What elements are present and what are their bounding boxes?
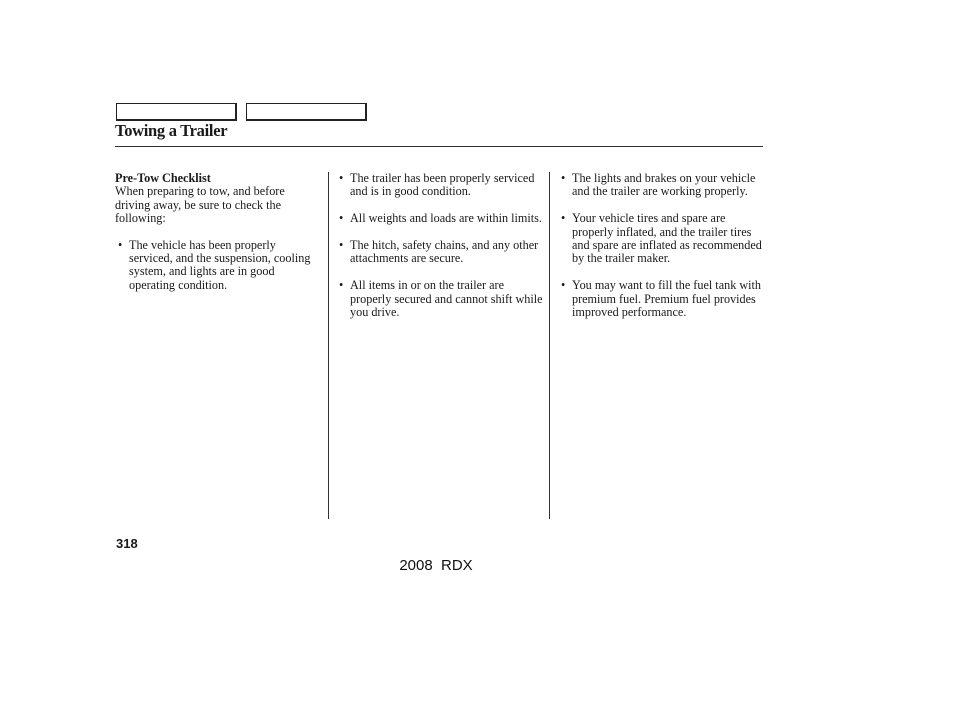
bullet-list (117, 239, 315, 293)
bullet-list (338, 172, 543, 319)
nav-tab-box-1[interactable] (116, 103, 237, 121)
list-item: • Your vehicle tires and spare are properly inflated, and the trailer tires and spare are inflated as recommended by the trailer maker. (560, 212, 765, 266)
bullet-list (560, 172, 765, 319)
title-divider (115, 146, 763, 147)
list-item: • All items in or on the trailer are properly secured and cannot shift while you drive. (338, 279, 543, 319)
page-title: Towing a Trailer (115, 121, 228, 140)
list-item: • The hitch, safety chains, and any other attachments are secure. (338, 239, 543, 266)
footer-model-label: 2008 RDX (399, 557, 473, 574)
checklist-intro: When preparing to tow, and before driving away, be sure to check the following: (115, 184, 285, 226)
list-item: • All weights and loads are within limits. (338, 212, 543, 225)
list-item: • The trailer has been properly serviced and is in good condition. (338, 172, 543, 199)
column-divider (549, 172, 550, 519)
column-1 (115, 172, 315, 306)
column-2 (338, 172, 543, 333)
list-item: • You may want to fill the fuel tank with premium fuel. Premium fuel provides improved performance. (560, 279, 765, 319)
list-item: • The vehicle has been properly serviced, and the suspension, cooling system, and lights are in good operating condition. (117, 239, 315, 293)
checklist-heading: Pre-Tow Checklist (115, 171, 211, 185)
nav-tab-box-2[interactable] (246, 103, 367, 121)
column-divider (328, 172, 329, 519)
list-item: • The lights and brakes on your vehicle and the trailer are working properly. (560, 172, 765, 199)
page-number: 318 (116, 536, 138, 551)
column-3 (560, 172, 765, 333)
